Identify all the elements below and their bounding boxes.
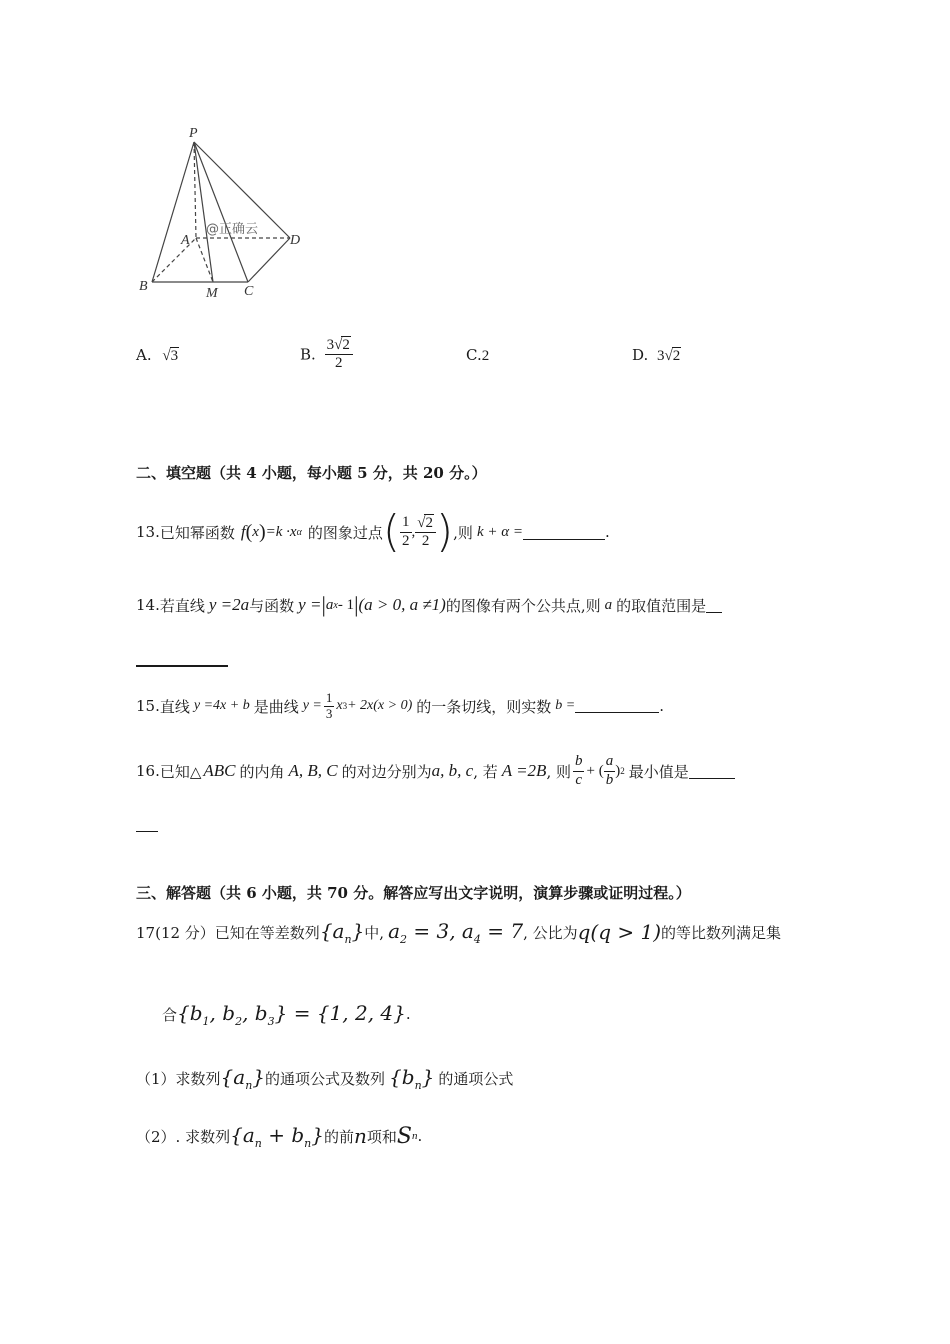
option-b: B. $\frac{3√2}{2}$: [300, 336, 353, 373]
question-17-part-1: （1）求数列 $\{a_n\}$ 的通项公式及数列 $\{b_n\}$ 的通项公式: [136, 1064, 514, 1092]
vertex-label-b: B: [139, 279, 148, 294]
option-c: C.2: [466, 346, 490, 364]
question-17: 17(12 分） 已知在等差数列 $\{a_n\}$ 中, $a_2 = 3$, $a_4 = 7$ , 公比为 q(q > 1) 的等比数列满足集: [136, 918, 782, 946]
option-d: D. 3√2: [632, 346, 681, 364]
vertex-label-d: D: [290, 233, 301, 248]
question-14-answer-blank: [136, 653, 228, 671]
section-heading-fill-in: 二、填空题（共 4 小题，每小题 5 分，共 20 分。）: [136, 464, 487, 482]
vertex-label-c: C: [244, 284, 254, 299]
question-16: 16. 已知△ ABC 的内角 A, B, C 的对边分别为 a, b, c , 若 A =2B , 则 $\frac{b}{c}$ + ( $\frac{a}{b}$ ) 2 最小值是: [136, 748, 735, 794]
section-heading-solutions: 三、解答题（共 6 小题，共 70 分。解答应写出文字说明，演算步骤或证明过程。）: [136, 884, 691, 902]
question-17-set: 合 {$b_1$, $b_2$, $b_3\} = \{1$, 2, 4} .: [162, 1000, 411, 1028]
question-16-answer-blank: [136, 818, 158, 836]
pyramid-figure: [130, 120, 320, 305]
question-15: 15. 直线 y =4x + b 是曲线 y = $\frac{1}{3}$ x 3 + 2x(x > 0) 的一条切线，则实数 b = .: [136, 689, 665, 721]
watermark: @正确云: [206, 222, 259, 237]
vertex-label-a: A: [181, 233, 190, 248]
vertex-label-p: P: [189, 126, 198, 141]
option-a: A. √3: [136, 346, 179, 364]
question-17-part-2: （2）. 求数列 $\{a_n + b_n\}$ 的前 n 项和 S n .: [136, 1122, 423, 1150]
question-14: 14. 若直线 y =2a 与函数 y = | a x - 1 | (a > 0, a ≠1) 的图像有两个公共点,则 a 的取值范围是: [136, 588, 722, 622]
vertex-label-m: M: [206, 286, 218, 301]
question-13: 13. 已知幂函数 f ( x ) =k ·x α 的图象过点 ( $\frac{1}{2}$ , $\frac{√2}{2}$ ) ,则 k + α = .: [136, 506, 610, 557]
